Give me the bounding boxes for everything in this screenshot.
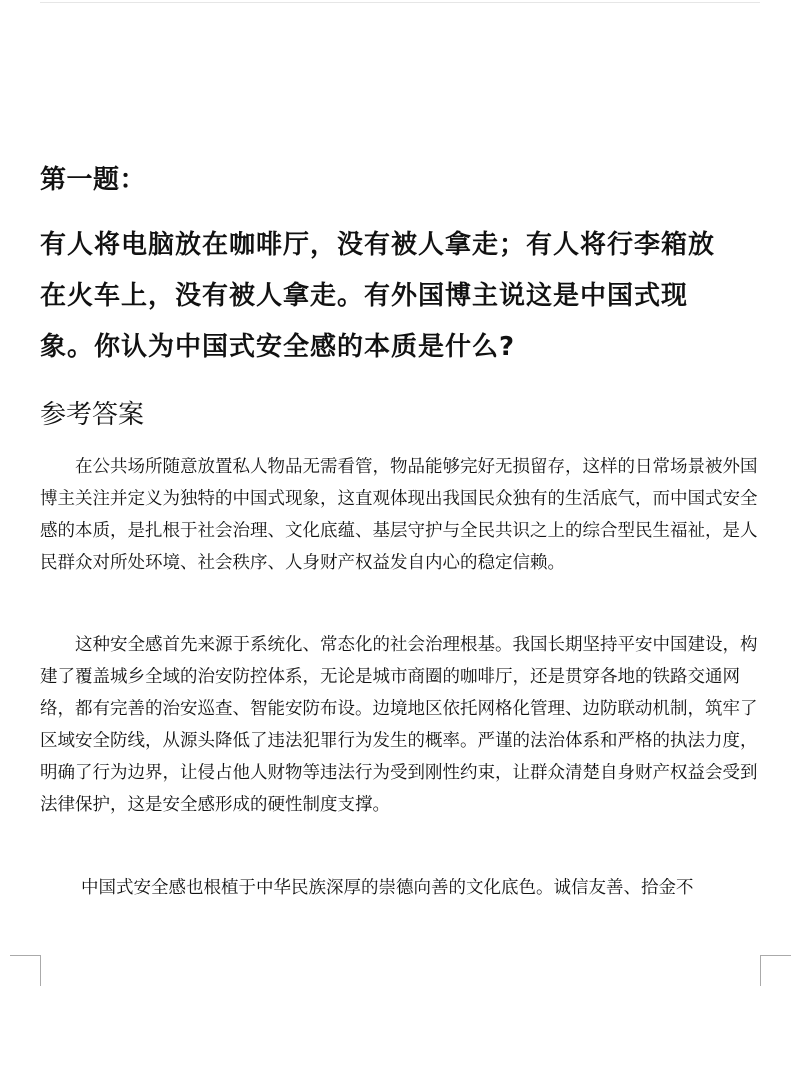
page-top-border — [40, 2, 760, 3]
answer-paragraph-2: 这种安全感首先来源于系统化、常态化的社会治理根基。我国长期坚持平安中国建设，构建了覆盖城乡全域的治安防控体系，无论是城市商圈的咖啡厅，还是贯穿各地的铁路交通网络，都有完善的治安巡查、智能安防布设。边境地区依托网格化管理、边防联动机制，筑牢了区域安全防线，从源头降低了违法犯罪行为发生的概率。严谨的法治体系和严格的执法力度，明确了行为边界，让侵占他人财物等违法行为受到刚性约束，让群众清楚自身财产权益会受到法律保护，这是安全感形成的硬性制度支撑。 — [40, 635, 758, 815]
page-corner-mark-left — [10, 955, 41, 986]
question-line-3: 象。你认为中国式安全感的本质是什么? — [40, 332, 516, 362]
question-text — [40, 220, 760, 373]
question-label: 第一题： — [40, 165, 147, 195]
answer-paragraph-3: 中国式安全感也根植于中华民族深厚的崇德向善的文化底色。诚信友善、拾金不 — [81, 878, 694, 898]
question-line-2: 在火车上，没有被人拿走。有外国博主说这是中国式现 — [40, 281, 689, 311]
answer-heading: 参考答案 — [40, 400, 145, 430]
page-corner-mark-right — [760, 955, 791, 986]
answer-paragraph-1: 在公共场所随意放置私人物品无需看管，物品能够完好无损留存，这样的日常场景被外国博主关注并定义为独特的中国式现象，这直观体现出我国民众独有的生活底气，而中国式安全感的本质，是扎根于社会治理、文化底蕴、基层守护与全民共识之上的综合型民生福祉，是人民群众对所处环境、社会秩序、人身财产权益发自内心的稳定信赖。 — [40, 457, 758, 573]
document-body — [40, 160, 760, 904]
question-line-1: 有人将电脑放在咖啡厅，没有被人拿走；有人将行李箱放 — [40, 230, 716, 260]
